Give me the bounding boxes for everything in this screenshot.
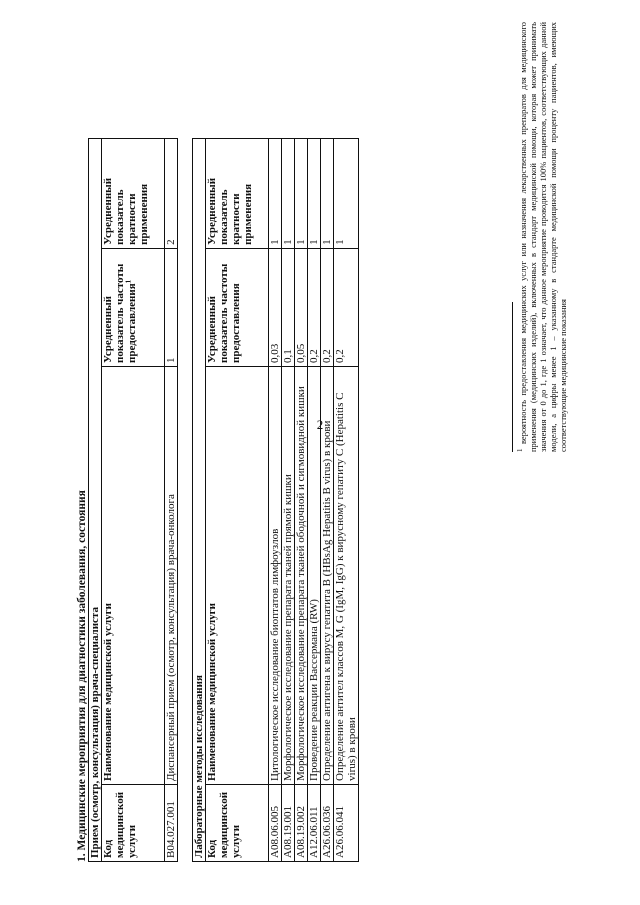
table1-header-frequency-text: Усредненный показатель частоты предоставления (102, 263, 138, 363)
row-name: Морфологическое исследование препарата тканей прямой кишки (282, 367, 295, 785)
row-frequency: 0,1 (282, 248, 295, 366)
row-multiplicity: 1 (321, 139, 334, 249)
row-code: A12.06.011 (308, 784, 321, 861)
footnote (518, 22, 568, 452)
row-name: Цитологическое исследование биоптатов лимфоузлов (269, 367, 282, 785)
row-frequency: 0,05 (295, 248, 308, 366)
table2-header-multiplicity: Усредненный показатель кратности применения (206, 139, 269, 249)
row-code: B04.027.001 (165, 784, 178, 861)
footnote-marker: 1 (516, 448, 525, 452)
table-row (282, 139, 295, 862)
table2-header-frequency: Усредненный показатель частоты предоставления (206, 248, 269, 366)
row-code: A26.06.036 (321, 784, 334, 861)
table-row (321, 139, 334, 862)
row-frequency: 0,03 (269, 248, 282, 366)
row-multiplicity: 1 (334, 139, 359, 249)
page-number: 2 (316, 417, 324, 432)
footnote-text: вероятность предоставления медицинских услуг или назначения лекарственных препаратов для медицинского применения (медицинских изделий), включенных в стандарт медицинской помощи, которая может принимать значения от 0 до 1, где 1 означает, что данное мероприятие проводится 100% пациентов, соответствующих данной модели, а цифры менее 1 – указанному в стандарте медицинской помощи проценту пациентов, имеющих соответствующие медицинские показания (518, 21, 568, 452)
row-frequency: 0,2 (308, 248, 321, 366)
table2-header-name: Наименование медицинской услуги (206, 367, 269, 785)
footnote-ref: 1 (124, 279, 133, 284)
table2-caption: Лабораторные методы исследования (193, 139, 206, 862)
row-multiplicity: 1 (269, 139, 282, 249)
section-title: 1. Медицинские мероприятия для диагностики заболевания, состояния (76, 490, 88, 862)
rotated-content (70, 20, 590, 880)
footnote-separator (512, 302, 513, 452)
row-code: A08.19.002 (295, 784, 308, 861)
table-row (334, 139, 359, 862)
table2-header-code: Код медицинской услуги (206, 784, 269, 861)
row-frequency: 0,2 (334, 248, 359, 366)
row-name: Определение антител классов M, G (IgM, IgG) к вирусному гепатиту C (Hepatitis C virus) в крови (334, 367, 359, 785)
table-row (295, 139, 308, 862)
row-name: Морфологическое исследование препарата тканей ободочной и сигмовидной кишки (295, 367, 308, 785)
row-multiplicity: 1 (308, 139, 321, 249)
content-area (70, 20, 590, 880)
table1-caption: Прием (осмотр, консультация) врача-специалиста (89, 139, 102, 862)
row-name: Проведение реакции Вассермана (RW) (308, 367, 321, 785)
specialist-visit-table (88, 138, 178, 862)
row-name: Определение антигена к вирусу гепатита B (HBsAg Hepatitis B virus) в крови (321, 367, 334, 785)
table1-header-name: Наименование медицинской услуги (102, 367, 165, 785)
row-frequency: 0,2 (321, 248, 334, 366)
row-multiplicity: 1 (282, 139, 295, 249)
table-row (308, 139, 321, 862)
row-code: A08.19.001 (282, 784, 295, 861)
table1-header-multiplicity: Усредненный показатель кратности применения (102, 139, 165, 249)
table-row (269, 139, 282, 862)
table1-header-code: Код медицинской услуги (102, 784, 165, 861)
row-frequency: 1 (165, 248, 178, 366)
row-multiplicity: 1 (295, 139, 308, 249)
row-code: A08.06.005 (269, 784, 282, 861)
row-multiplicity: 2 (165, 139, 178, 249)
table1-header-frequency (102, 248, 165, 366)
row-code: A26.06.041 (334, 784, 359, 861)
table-row (165, 139, 178, 862)
row-name: Диспансерный прием (осмотр, консультация) врача-онколога (165, 367, 178, 785)
lab-methods-table (192, 138, 359, 862)
